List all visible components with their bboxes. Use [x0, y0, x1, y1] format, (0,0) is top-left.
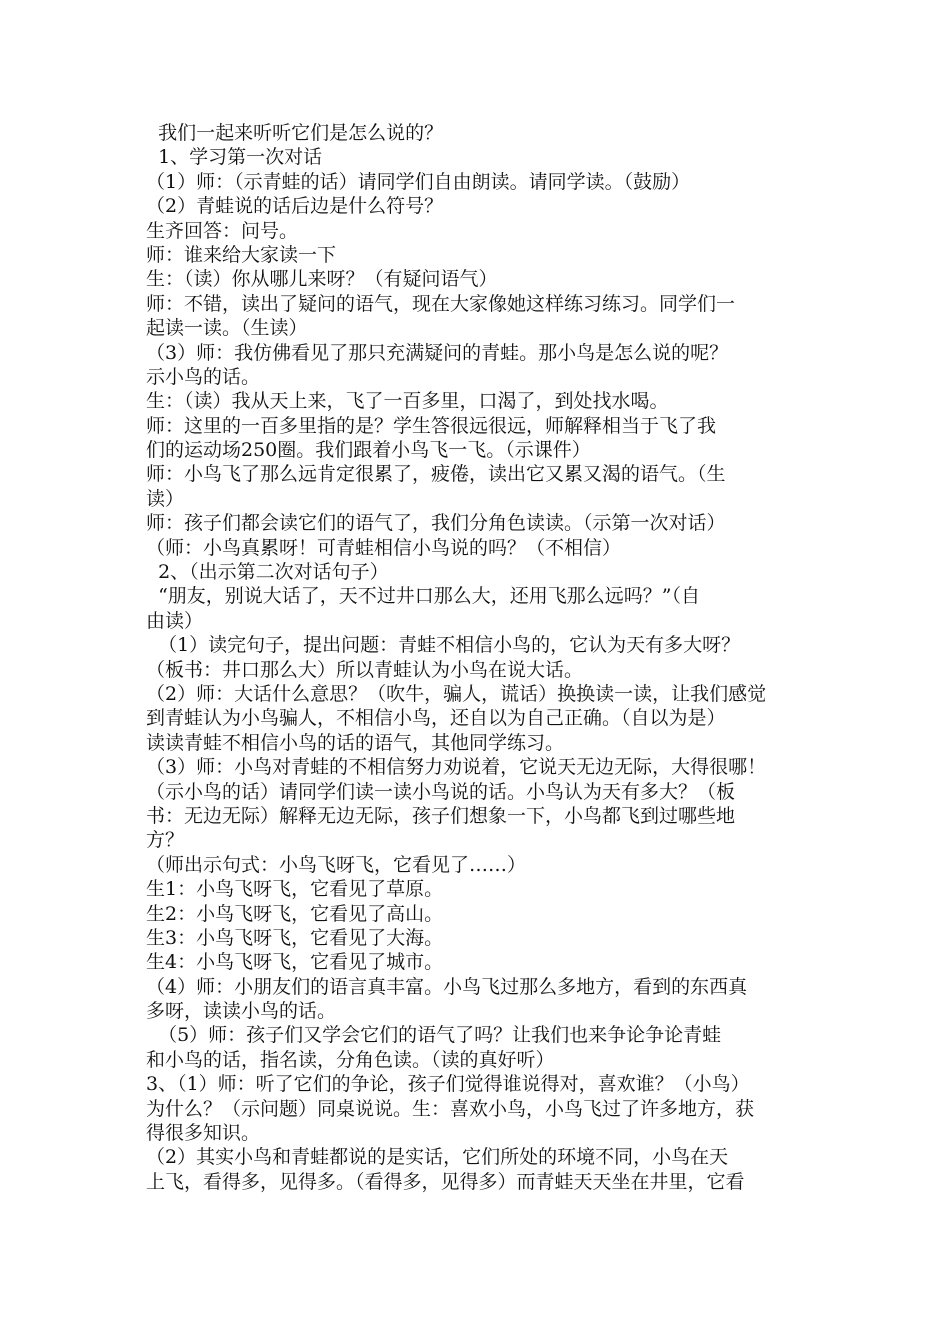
text-line: （2）其实小鸟和青蛙都说的是实话，它们所处的环境不同，小鸟在天 [146, 1146, 729, 1169]
text-line: （1）师：（示青蛙的话）请同学们自由朗读。请同学读。（鼓励） [146, 170, 691, 193]
text-line: （示小鸟的话）请同学们读一读小鸟说的话。小鸟认为天有多大？（板 [146, 780, 736, 803]
text-line: 书：无边无际）解释无边无际，孩子们想象一下，小鸟都飞到过哪些地 [146, 804, 736, 827]
text-line: 读读青蛙不相信小鸟的话的语气，其他同学练习。 [146, 731, 565, 754]
text-line: 起读一读。（生读） [146, 317, 308, 340]
text-line: 2、（出示第二次对话句子） [146, 561, 389, 584]
text-line: 师：谁来给大家读一下 [146, 243, 337, 266]
text-line: （3）师：小鸟对青蛙的不相信努力劝说着，它说天无边无际，大得很哪！ [146, 756, 767, 779]
text-line: 们的运动场250圈。我们跟着小鸟飞一飞。（示课件） [146, 439, 591, 462]
text-line: 多呀，读读小鸟的话。 [146, 1000, 337, 1023]
text-line: 生齐回答：问号。 [146, 219, 299, 242]
text-line: （师：小鸟真累呀！可青蛙相信小鸟说的吗？（不相信） [146, 536, 622, 559]
text-line: （1）读完句子，提出问题：青蛙不相信小鸟的，它认为天有多大呀？ [146, 634, 741, 657]
text-line: 到青蛙认为小鸟骗人，不相信小鸟，还自以为自己正确。（自以为是） [146, 707, 726, 730]
text-line: （5）师：孩子们又学会它们的语气了吗？让我们也来争论争论青蛙 [146, 1024, 722, 1047]
text-line: 生4：小鸟飞呀飞，它看见了城市。 [146, 951, 444, 974]
text-line: 方？ [146, 829, 185, 852]
text-line: （2）师：大话什么意思？（吹牛，骗人，谎话）换换读一读，让我们感觉 [146, 682, 767, 705]
lesson-text-body [146, 121, 811, 1194]
text-line: 生1：小鸟飞呀飞，它看见了草原。 [146, 878, 444, 901]
text-line: 为什么？（示问题）同桌说说。生：喜欢小鸟，小鸟飞过了许多地方，获 [146, 1097, 755, 1120]
text-line: 师：小鸟飞了那么远肯定很累了，疲倦，读出它又累又渴的语气。（生 [146, 463, 726, 486]
text-line: （4）师：小朋友们的语言真丰富。小鸟飞过那么多地方，看到的东西真 [146, 975, 748, 998]
text-line: 得很多知识。 [146, 1122, 261, 1145]
text-line: 师：孩子们都会读它们的语气了，我们分角色读读。（示第一次对话） [146, 512, 726, 535]
text-line: 和小鸟的话，指名读，分角色读。（读的真好听） [146, 1048, 555, 1071]
text-line: （3）师：我仿佛看见了那只充满疑问的青蛙。那小鸟是怎么说的呢？ [146, 341, 729, 364]
text-line: 读） [146, 487, 185, 510]
text-line: 生：（读）我从天上来，飞了一百多里，口渴了，到处找水喝。 [146, 390, 669, 413]
text-line: 生2：小鸟飞呀飞，它看见了高山。 [146, 902, 444, 925]
text-line: 生3：小鸟飞呀飞，它看见了大海。 [146, 926, 444, 949]
text-line: 师：这里的一百多里指的是？学生答很远很远，师解释相当于飞了我 [146, 414, 717, 437]
text-line: （2）青蛙说的话后边是什么符号？ [146, 195, 444, 218]
text-line: 示小鸟的话。 [146, 365, 261, 388]
text-line: 由读） [146, 609, 204, 632]
text-line: 生：（读）你从哪儿来呀？（有疑问语气） [146, 268, 498, 291]
text-line: 1、学习第一次对话 [146, 146, 323, 169]
text-line: 我们一起来听听它们是怎么说的？ [146, 122, 444, 144]
text-line: 3、（1）师：听了它们的争论，孩子们觉得谁说得对，喜欢谁？（小鸟） [146, 1073, 750, 1096]
text-line: 上飞，看得多，见得多。（看得多，见得多）而青蛙天天坐在井里，它看 [146, 1170, 745, 1193]
text-line: 师：不错，读出了疑问的语气，现在大家像她这样练习练习。同学们一 [146, 292, 736, 315]
text-line: （师出示句式：小鸟飞呀飞，它看见了……） [146, 853, 527, 876]
text-line: （板书：井口那么大）所以青蛙认为小鸟在说大话。 [146, 658, 584, 681]
text-line: “朋友，别说大话了，天不过井口那么大，还用飞那么远吗？”（自 [146, 585, 701, 608]
